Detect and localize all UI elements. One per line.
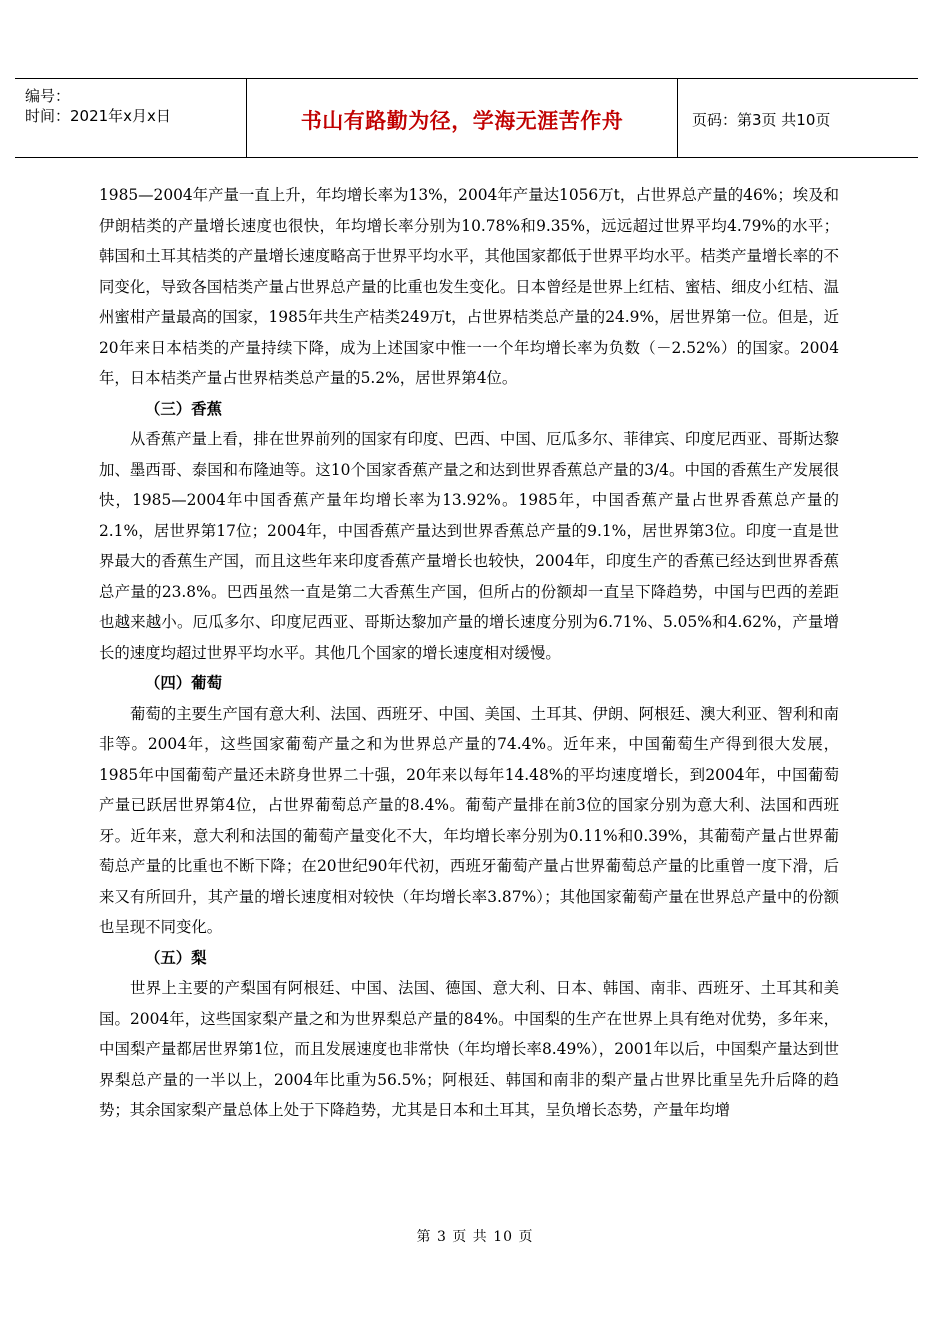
header-meta-cell	[15, 79, 247, 157]
body-paragraph: 世界上主要的产梨国有阿根廷、中国、法国、德国、意大利、日本、韩国、南非、西班牙、土耳其和美国。2004年，这些国家梨产量之和为世界梨总产量的84%。中国梨的生产在世界上具有绝对优势，多年来，中国梨产量都居世界第1位，而且发展速度也非常快（年均增长率8.49%），2001年以后，中国梨产量达到世界梨总产量的一半以上，2004年比重为56.5%；阿根廷、韩国和南非的梨产量占世界比重呈先升后降的趋势；其余国家梨产量总体上处于下降趋势，尤其是日本和土耳其，呈负增长态势，产量年均增	[99, 979, 839, 1119]
section-heading: （四）葡萄	[145, 674, 222, 692]
header-page-cell	[678, 79, 918, 157]
header-motto-cell	[247, 79, 678, 157]
body-paragraph: 葡萄的主要生产国有意大利、法国、西班牙、中国、美国、土耳其、伊朗、阿根廷、澳大利亚、智利和南非等。2004年，这些国家葡萄产量之和为世界总产量的74.4%。近年来，中国葡萄生产得到很大发展，1985年中国葡萄产量还未跻身世界二十强，20年来以每年14.48%的平均速度增长，到2004年，中国葡萄产量已跃居世界第4位，占世界葡萄总产量的8.4%。葡萄产量排在前3位的国家分别为意大利、法国和西班牙。近年来，意大利和法国的葡萄产量变化不大，年均增长率分别为0.11%和0.39%，其葡萄产量占世界葡萄总产量的比重也不断下降；在20世纪90年代初，西班牙葡萄产量占世界葡萄总产量的比重曾一度下滑，后来又有所回升，其产量的增长速度相对较快（年均增长率3.87%）；其他国家葡萄产量在世界总产量中的份额也呈现不同变化。	[99, 704, 839, 936]
document-body	[99, 180, 839, 1126]
document-header	[15, 78, 918, 158]
page-footer: 第 3 页 共 10 页	[416, 1229, 534, 1245]
section-heading: （五）梨	[145, 948, 207, 967]
body-paragraph: 1985—2004年产量一直上升，年均增长率为13%，2004年产量达1056万t，占世界总产量的46%；埃及和伊朗桔类的产量增长速度也很快，年均增长率分别为10.78%和9.35%，远远超过世界平均4.79%的水平；韩国和土耳其桔类的产量增长速度略高于世界平均水平，其他国家都低于世界平均水平。桔类产量增长率的不同变化，导致各国桔类产量占世界总产量的比重也发生变化。日本曾经是世界上红桔、蜜桔、细皮小红桔、温州蜜柑产量最高的国家，1985年共生产桔类249万t，占世界桔类总产量的24.9%，居世界第一位。但是，近20年来日本桔类的产量持续下降，成为上述国家中惟一一个年均增长率为负数（－2.52%）的国家。2004年，日本桔类产量占世界桔类总产量的5.2%，居世界第4位。	[99, 186, 839, 387]
header-page-code: 页码：第3页 共10页	[692, 111, 831, 129]
document-number-label: 编号：	[25, 87, 71, 105]
section-heading: （三）香蕉	[145, 399, 222, 418]
header-motto: 书山有路勤为径，学海无涯苦作舟	[300, 109, 624, 133]
body-paragraph: 从香蕉产量上看，排在世界前列的国家有印度、巴西、中国、厄瓜多尔、菲律宾、印度尼西亚、哥斯达黎加、墨西哥、泰国和布隆迪等。这10个国家香蕉产量之和达到世界香蕉总产量的3/4。中国的香蕉生产发展很快，1985—2004年中国香蕉产量年均增长率为13.92%。1985年，中国香蕉产量占世界香蕉总产量的2.1%，居世界第17位；2004年，中国香蕉产量达到世界香蕉总产量的9.1%，居世界第3位。印度一直是世界最大的香蕉生产国，而且这些年来印度香蕉产量增长也较快，2004年，印度生产的香蕉已经达到世界香蕉总产量的23.8%。巴西虽然一直是第二大香蕉生产国，但所占的份额却一直呈下降趋势，中国与巴西的差距也越来越小。厄瓜多尔、印度尼西亚、哥斯达黎加产量的增长速度分别为6.71%、5.05%和4.62%，产量增长的速度均超过世界平均水平。其他几个国家的增长速度相对缓慢。	[99, 430, 839, 662]
document-time-label: 时间：2021年x月x日	[25, 107, 171, 125]
